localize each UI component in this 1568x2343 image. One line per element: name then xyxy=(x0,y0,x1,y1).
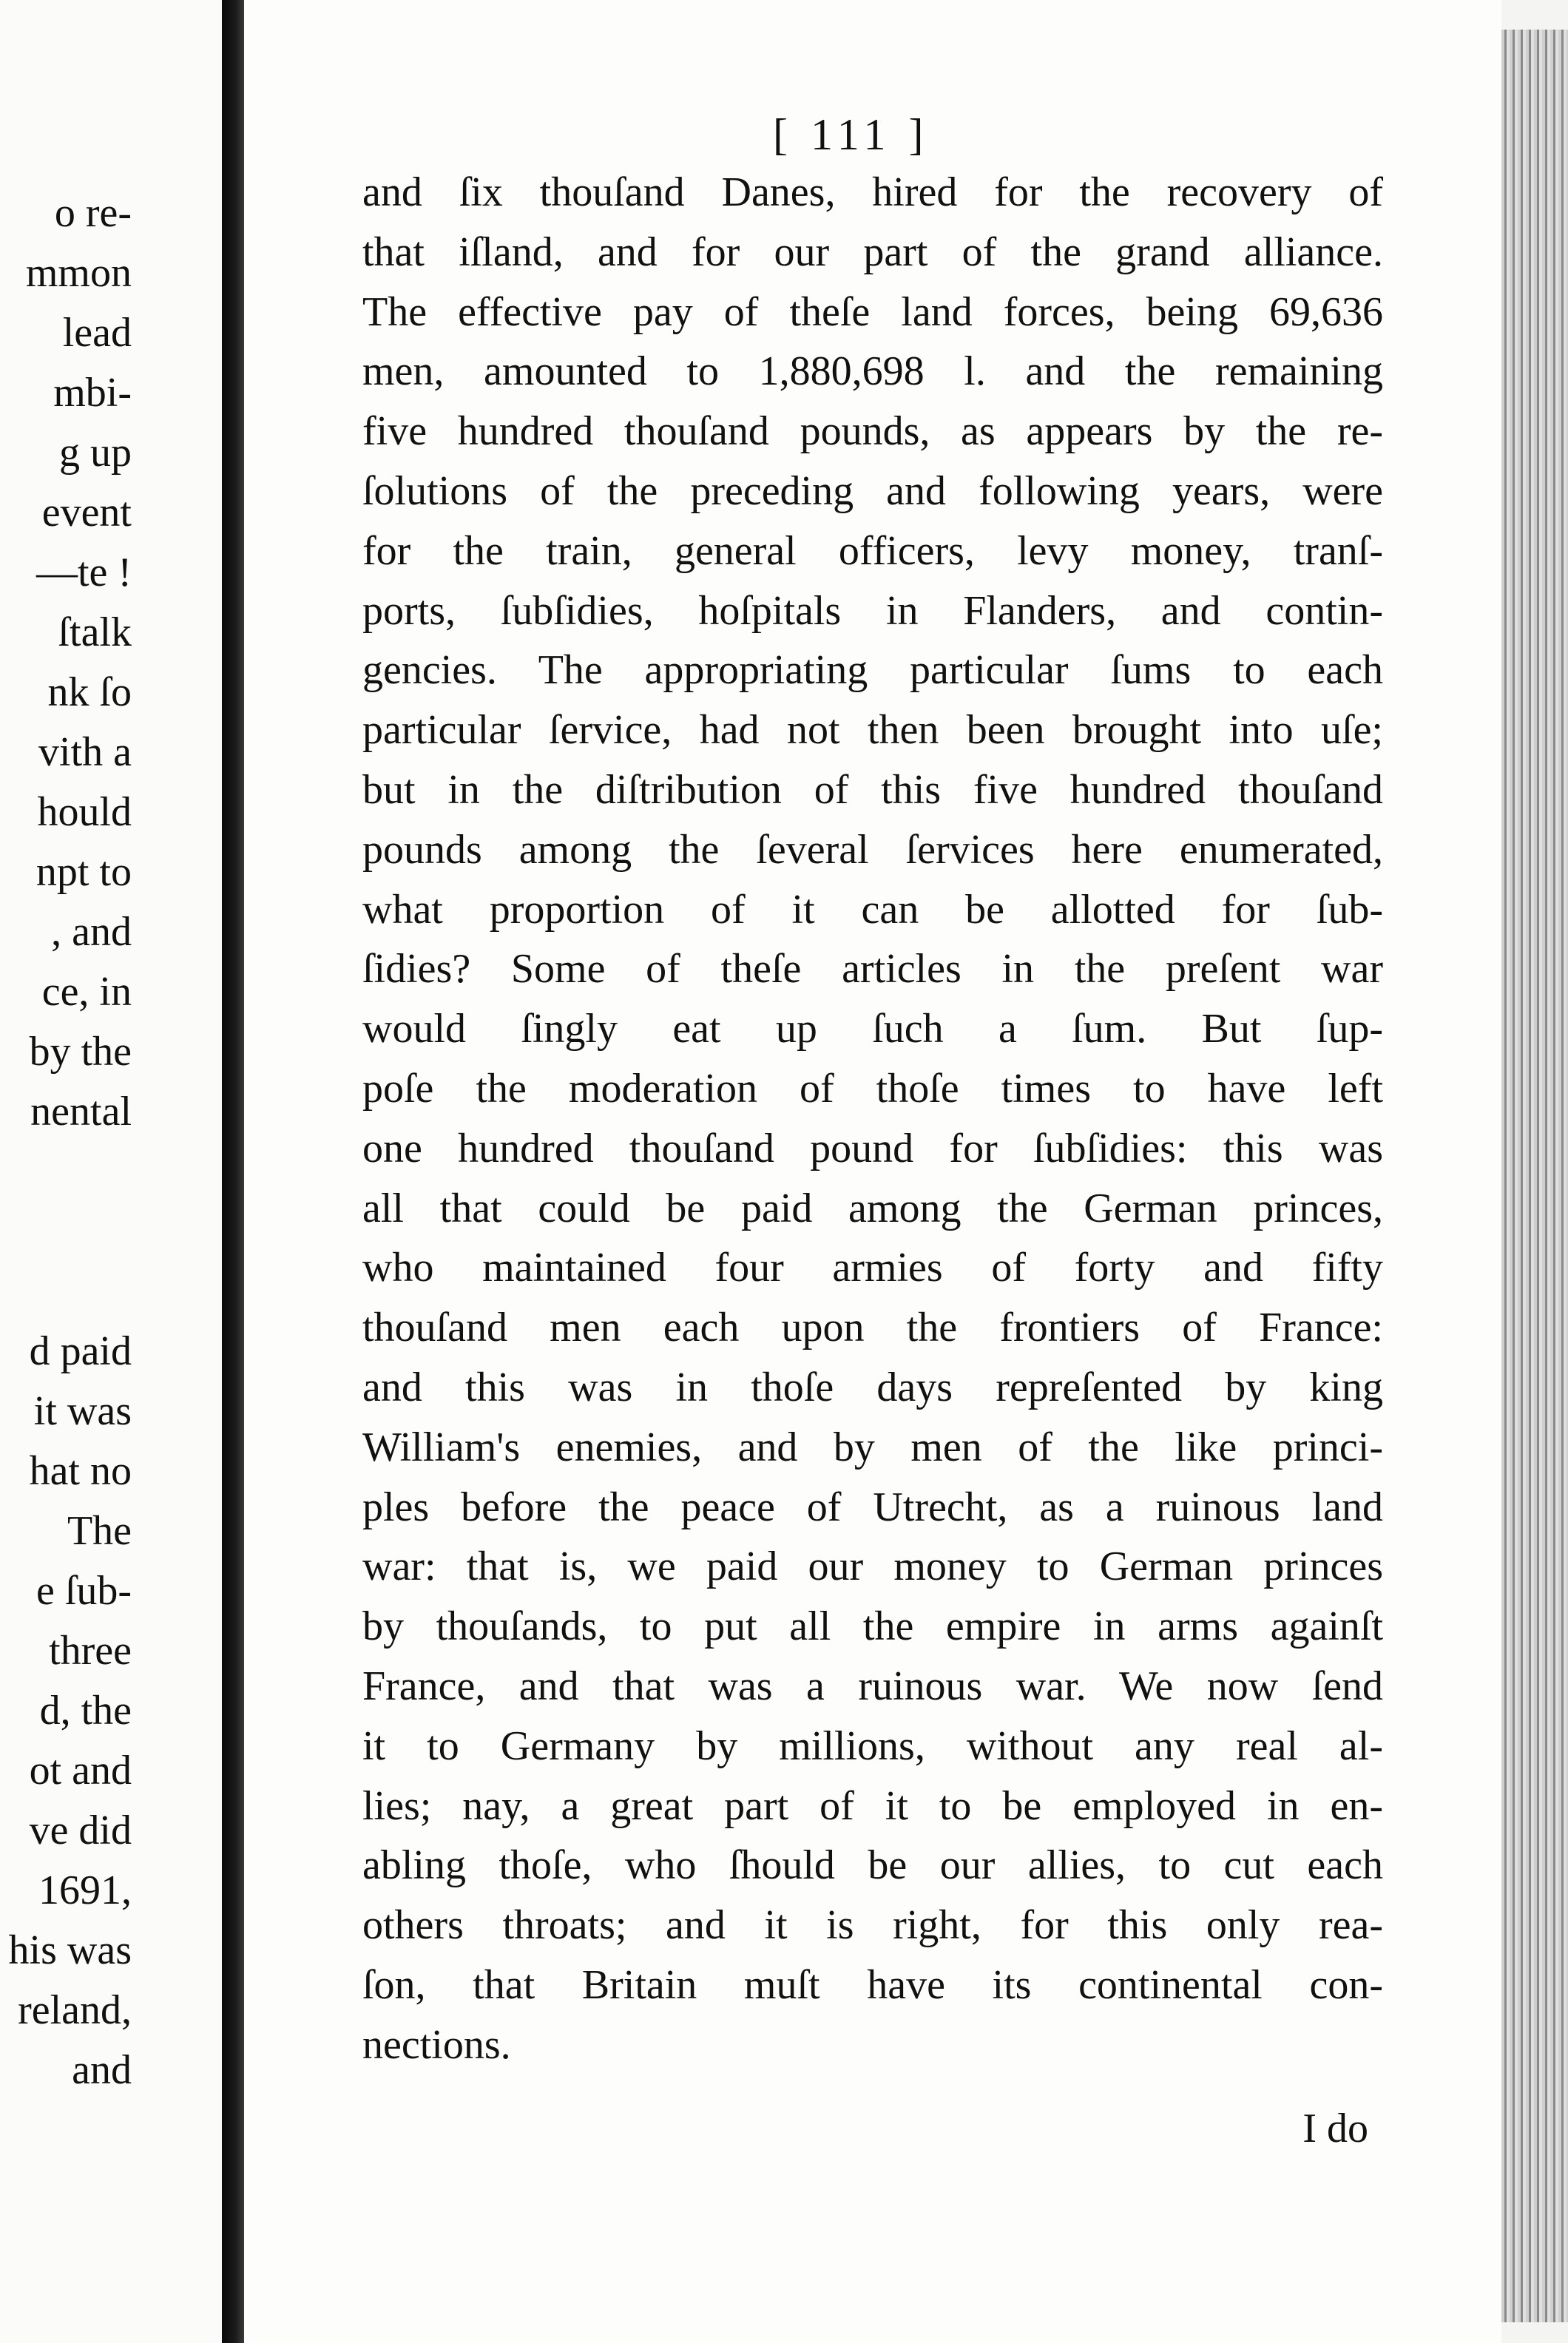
text-line: for the train, general officers, levy money, tranſ- xyxy=(362,527,1383,574)
page-number: [ 111 ] xyxy=(773,110,930,159)
left-page-line xyxy=(0,1202,132,1262)
text-line: all that could be paid among the German princes, xyxy=(362,1185,1383,1231)
text-line: ples before the peace of Utrecht, as a ruinous land xyxy=(362,1484,1383,1530)
text-line: it to Germany by millions, without any real al- xyxy=(362,1722,1383,1769)
left-page-line: mmon xyxy=(25,250,132,296)
left-page-line: e ſub- xyxy=(36,1568,132,1614)
left-page-line: ve did xyxy=(29,1808,132,1853)
left-page-line: hat no xyxy=(29,1448,132,1494)
text-line: gencies. The appropriating particular ſums to each xyxy=(362,647,1383,694)
text-line: who maintained four armies of forty and fifty xyxy=(362,1245,1383,1291)
book-gutter xyxy=(222,0,244,2343)
left-page-line: o re- xyxy=(54,190,132,236)
left-page-line: —te ! xyxy=(36,550,132,595)
left-page-line: three xyxy=(49,1628,132,1674)
left-page-line: The xyxy=(67,1508,132,1554)
text-line: lies; nay, a great part of it to be employed in en- xyxy=(362,1782,1383,1829)
text-line: particular ſervice, had not then been brought into uſe; xyxy=(362,707,1383,754)
left-page-line: ſtalk xyxy=(58,609,132,655)
text-line: pounds among the ſeveral ſervices here enumerated, xyxy=(362,826,1383,873)
text-line: The effective pay of theſe land forces, being 69,636 xyxy=(362,288,1383,335)
catchword: I do xyxy=(1302,2106,1368,2151)
left-page-line: , and xyxy=(51,909,132,955)
left-page-line: npt to xyxy=(36,849,132,895)
text-line: what proportion of it can be allotted for ſub- xyxy=(362,886,1383,933)
left-page-line: and xyxy=(72,2047,132,2093)
text-line: poſe the moderation of thoſe times to have left xyxy=(362,1065,1383,1112)
left-page-line: nk ſo xyxy=(47,669,132,715)
left-page-line: ot and xyxy=(29,1748,132,1793)
text-line: ports, ſubſidies, hoſpitals in Flanders, and contin- xyxy=(362,587,1383,634)
text-line: five hundred thouſand pounds, as appears by the re- xyxy=(362,408,1383,455)
left-page-line: 1691, xyxy=(38,1867,132,1913)
left-page-line: mbi- xyxy=(53,370,132,416)
left-page-line: it was xyxy=(33,1388,132,1434)
left-page-line: ce, in xyxy=(41,969,132,1015)
left-page-line xyxy=(0,1262,132,1322)
text-line: ſolutions of the preceding and following years, were xyxy=(362,467,1383,514)
text-line: one hundred thouſand pound for ſubſidies: this was xyxy=(362,1125,1383,1172)
left-page-line: d paid xyxy=(29,1328,132,1374)
text-line: war: that is, we paid our money to German princes xyxy=(362,1544,1383,1590)
text-line: men, amounted to 1,880,698 l. and the remaining xyxy=(362,348,1383,395)
left-page-line: vith a xyxy=(38,729,132,775)
left-page-line: nental xyxy=(30,1089,132,1135)
text-line: ſidies? Some of theſe articles in the preſent war xyxy=(362,946,1383,993)
page-edges xyxy=(1501,30,1568,2322)
text-line: by thouſands, to put all the empire in arms againſt xyxy=(362,1603,1383,1650)
text-line: and this was in thoſe days repreſented by king xyxy=(362,1364,1383,1410)
left-page-line: event xyxy=(41,490,132,535)
left-facing-page xyxy=(0,0,222,2343)
left-page-line: by the xyxy=(29,1029,132,1075)
body-text xyxy=(362,163,1383,2075)
text-line: would ſingly eat up ſuch a ſum. But ſup- xyxy=(362,1006,1383,1052)
left-page-line: his was xyxy=(8,1927,132,1973)
text-line: abling thoſe, who ſhould be our allies, to cut each xyxy=(362,1842,1383,1889)
left-page-line xyxy=(0,1142,132,1202)
text-line: France, and that was a ruinous war. We now ſend xyxy=(362,1663,1383,1709)
left-page-line: reland, xyxy=(18,1987,132,2033)
text-line: William's enemies, and by men of the like princi- xyxy=(362,1424,1383,1470)
left-page-text xyxy=(0,183,132,2100)
left-page-line: g up xyxy=(59,430,132,476)
text-line: nections. xyxy=(362,2021,511,2068)
text-line: that iſland, and for our part of the grand alliance. xyxy=(362,229,1383,275)
left-page-line: hould xyxy=(37,789,132,835)
text-line: thouſand men each upon the frontiers of France: xyxy=(362,1305,1383,1351)
text-line: others throats; and it is right, for this only rea- xyxy=(362,1902,1383,1949)
text-line: but in the diſtribution of this five hundred thouſand xyxy=(362,766,1383,813)
text-line: ſon, that Britain muſt have its continental con- xyxy=(362,1961,1383,2008)
left-page-line: d, the xyxy=(39,1688,132,1734)
left-page-line: lead xyxy=(62,310,132,356)
text-line: and ſix thouſand Danes, hired for the recovery of xyxy=(362,169,1383,215)
